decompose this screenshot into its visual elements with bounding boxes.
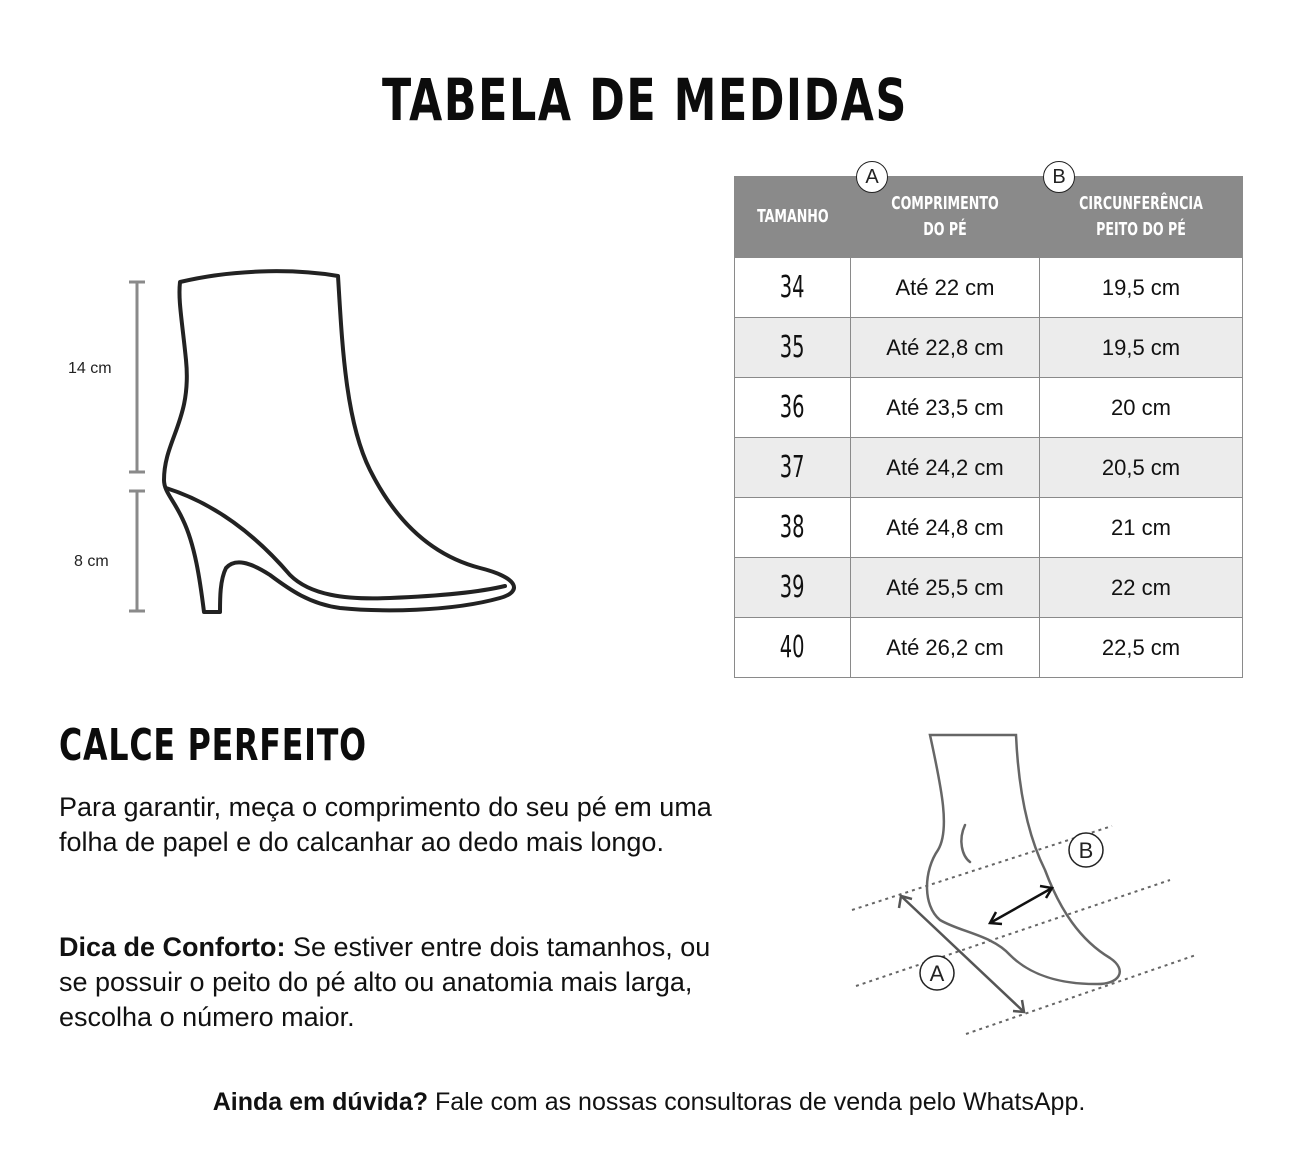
size-cell: 40 bbox=[735, 618, 851, 678]
length-cell: Até 22,8 cm bbox=[851, 318, 1040, 378]
foot-measurement-diagram bbox=[840, 720, 1210, 1050]
header-length: A COMPRIMENTO DO PÉ bbox=[851, 177, 1040, 258]
instep-cell: 19,5 cm bbox=[1040, 318, 1243, 378]
table-row bbox=[735, 438, 1243, 498]
instep-cell: 22 cm bbox=[1040, 558, 1243, 618]
boot-illustration bbox=[60, 260, 530, 630]
length-cell: Até 26,2 cm bbox=[851, 618, 1040, 678]
height-dimension-line bbox=[129, 282, 145, 472]
table-header-row bbox=[735, 177, 1243, 258]
diagram-badge-b: B bbox=[1078, 838, 1094, 863]
instep-cell: 21 cm bbox=[1040, 498, 1243, 558]
fit-heading: CALCE PERFEITO bbox=[59, 720, 367, 771]
size-cell: 36 bbox=[735, 378, 851, 438]
boot-outline bbox=[164, 271, 514, 612]
table-row bbox=[735, 318, 1243, 378]
table-row bbox=[735, 558, 1243, 618]
length-cell: Até 24,2 cm bbox=[851, 438, 1040, 498]
size-cell: 39 bbox=[735, 558, 851, 618]
comfort-tip-label: Dica de Conforto: bbox=[59, 932, 286, 962]
size-cell: 34 bbox=[735, 258, 851, 318]
table-row bbox=[735, 618, 1243, 678]
comfort-tip bbox=[59, 930, 739, 1035]
footer-question: Ainda em dúvida? bbox=[212, 1088, 428, 1116]
comfort-tip-text: Se estiver entre dois tamanhos, ou se possuir o peito do pé alto ou anatomia mais larga, escolha o número maior. bbox=[59, 932, 711, 1032]
ankle-bone-line bbox=[961, 825, 970, 862]
heel-label: 8 cm bbox=[74, 553, 109, 570]
size-table bbox=[734, 166, 1243, 678]
length-cell: Até 25,5 cm bbox=[851, 558, 1040, 618]
length-cell: Até 24,8 cm bbox=[851, 498, 1040, 558]
page-title: TABELA DE MEDIDAS bbox=[381, 66, 908, 134]
footer-text: Fale com as nossas consultoras de venda pelo WhatsApp. bbox=[428, 1088, 1086, 1116]
table-row bbox=[735, 378, 1243, 438]
instep-arrow bbox=[990, 888, 1052, 923]
size-cell: 35 bbox=[735, 318, 851, 378]
height-label: 14 cm bbox=[68, 360, 112, 377]
badge-a: A bbox=[856, 161, 888, 193]
instep-cell: 20 cm bbox=[1040, 378, 1243, 438]
guide-line bbox=[966, 955, 1196, 1034]
table-row bbox=[735, 498, 1243, 558]
fit-instructions: Para garantir, meça o comprimento do seu pé em uma folha de papel e do calcanhar ao dedo mais longo. bbox=[59, 792, 712, 857]
size-cell: 37 bbox=[735, 438, 851, 498]
heel-dimension-line bbox=[129, 491, 145, 611]
instep-cell: 19,5 cm bbox=[1040, 258, 1243, 318]
instep-cell: 20,5 cm bbox=[1040, 438, 1243, 498]
sole-line bbox=[166, 488, 505, 598]
length-cell: Até 22 cm bbox=[851, 258, 1040, 318]
footer-note bbox=[0, 1088, 1298, 1117]
header-instep: B CIRCUNFERÊNCIA PEITO DO PÉ bbox=[1040, 177, 1243, 258]
size-cell: 38 bbox=[735, 498, 851, 558]
instep-cell: 22,5 cm bbox=[1040, 618, 1243, 678]
table-row bbox=[735, 258, 1243, 318]
header-size: TAMANHO bbox=[735, 177, 851, 258]
badge-b: B bbox=[1043, 161, 1075, 193]
diagram-badge-a: A bbox=[929, 961, 945, 986]
length-cell: Até 23,5 cm bbox=[851, 378, 1040, 438]
